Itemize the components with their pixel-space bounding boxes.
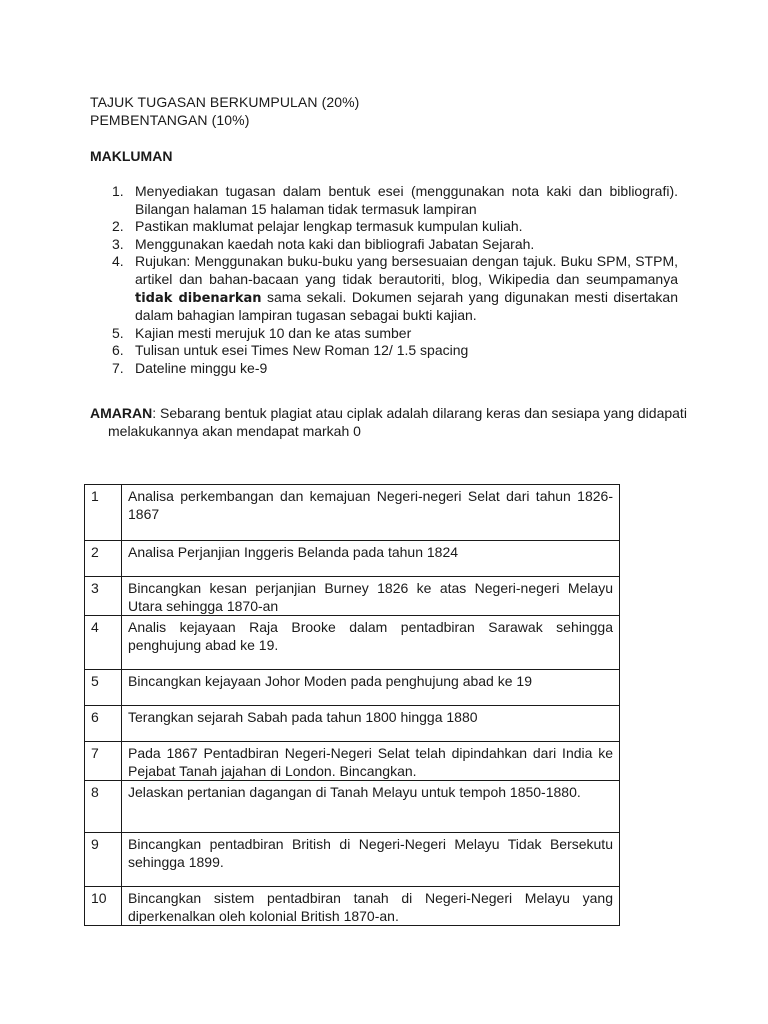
topic-text: Analis kejayaan Raja Brooke dalam pentadbiran Sarawak sehingga penghujung abad ke 19. (122, 616, 620, 670)
makluman-item-text: Pastikan maklumat pelajar lengkap termasuk kumpulan kuliah. (135, 218, 523, 235)
makluman-item-text: Kajian mesti merujuk 10 dan ke atas sumber (135, 324, 412, 341)
makluman-item (90, 183, 678, 218)
topic-text: Jelaskan pertanian dagangan di Tanah Melayu untuk tempoh 1850-1880. (122, 781, 620, 833)
makluman-item-number: 1. (112, 183, 124, 199)
topic-number: 8 (85, 781, 122, 833)
makluman-item-text: Menggunakan kaedah nota kaki dan bibliografi Jabatan Sejarah. (135, 235, 535, 252)
makluman-item-text: Rujukan: Menggunakan buku-buku yang bersesuaian dengan tajuk. Buku SPM, STPM, artikel dan bahan-bacaan yang tidak berautoriti, blog, Wikipedia dan seumpamanya (135, 253, 678, 287)
makluman-item-number: 7. (112, 359, 124, 376)
table-row (85, 706, 620, 742)
makluman-item (90, 218, 678, 236)
makluman-item-emphasis: tidak dibenarkan (135, 290, 262, 306)
document-title: TAJUK TUGASAN BERKUMPULAN (20%) (90, 94, 360, 110)
makluman-item (90, 236, 678, 254)
document-subtitle: PEMBENTANGAN (10%) (90, 112, 250, 128)
makluman-item (90, 342, 678, 360)
makluman-item-number: 3. (112, 235, 124, 252)
topic-text: Analisa Perjanjian Inggeris Belanda pada tahun 1824 (122, 541, 620, 577)
makluman-item (90, 253, 678, 324)
table-row (85, 541, 620, 577)
topic-number: 10 (85, 887, 122, 926)
table-row (85, 742, 620, 781)
topic-number: 2 (85, 541, 122, 577)
makluman-item-text: Menyediakan tugasan dalam bentuk esei (menggunakan nota kaki dan bibliografi). Bilangan halaman 15 halaman tidak termasuk lampiran (135, 183, 678, 217)
topic-number: 5 (85, 670, 122, 706)
makluman-item-number: 5. (112, 324, 124, 341)
topic-number: 4 (85, 616, 122, 670)
table-row (85, 485, 620, 541)
topic-number: 9 (85, 833, 122, 887)
table-row (85, 887, 620, 926)
makluman-heading: MAKLUMAN (90, 148, 173, 164)
makluman-item-number: 2. (112, 218, 124, 235)
makluman-item-number: 6. (112, 342, 124, 359)
amaran-label: AMARAN (90, 404, 153, 421)
topic-number: 6 (85, 706, 122, 742)
makluman-item-number: 4. (112, 253, 124, 270)
amaran-warning (90, 404, 696, 440)
topic-text: Bincangkan pentadbiran British di Negeri-Negeri Melayu Tidak Bersekutu sehingga 1899. (122, 833, 620, 887)
topic-text: Analisa perkembangan dan kemajuan Negeri-negeri Selat dari tahun 1826-1867 (122, 485, 620, 541)
topic-text: Bincangkan kesan perjanjian Burney 1826 ke atas Negeri-negeri Melayu Utara sehingga 1870-an (122, 577, 620, 616)
topic-text: Pada 1867 Pentadbiran Negeri-Negeri Selat telah dipindahkan dari India ke Pejabat Tanah jajahan di London. Bincangkan. (122, 742, 620, 781)
amaran-text: : Sebarang bentuk plagiat atau ciplak adalah dilarang keras dan sesiapa yang didapati melakukannya akan mendapat markah 0 (108, 404, 687, 439)
table-row (85, 577, 620, 616)
makluman-item (90, 325, 678, 343)
makluman-item (90, 360, 678, 378)
topic-text: Bincangkan sistem pentadbiran tanah di Negeri-Negeri Melayu yang diperkenalkan oleh kolonial British 1870-an. (122, 887, 620, 926)
table-row (85, 781, 620, 833)
topic-text: Bincangkan kejayaan Johor Moden pada penghujung abad ke 19 (122, 670, 620, 706)
table-row (85, 833, 620, 887)
makluman-item-text: Tulisan untuk esei Times New Roman 12/ 1.5 spacing (135, 342, 469, 359)
topic-number: 7 (85, 742, 122, 781)
makluman-list (90, 183, 678, 378)
topic-number: 1 (85, 485, 122, 541)
table-row (85, 616, 620, 670)
document-page (90, 93, 687, 440)
makluman-item-text-after: sama sekali. Dokumen sejarah yang digunakan mesti disertakan dalam bahagian lampiran tugasan sebagai bukti kajian. (135, 288, 678, 324)
topics-table (84, 484, 620, 926)
table-row (85, 670, 620, 706)
topic-text: Terangkan sejarah Sabah pada tahun 1800 hingga 1880 (122, 706, 620, 742)
topic-number: 3 (85, 577, 122, 616)
makluman-item-text: Dateline minggu ke-9 (135, 359, 268, 376)
